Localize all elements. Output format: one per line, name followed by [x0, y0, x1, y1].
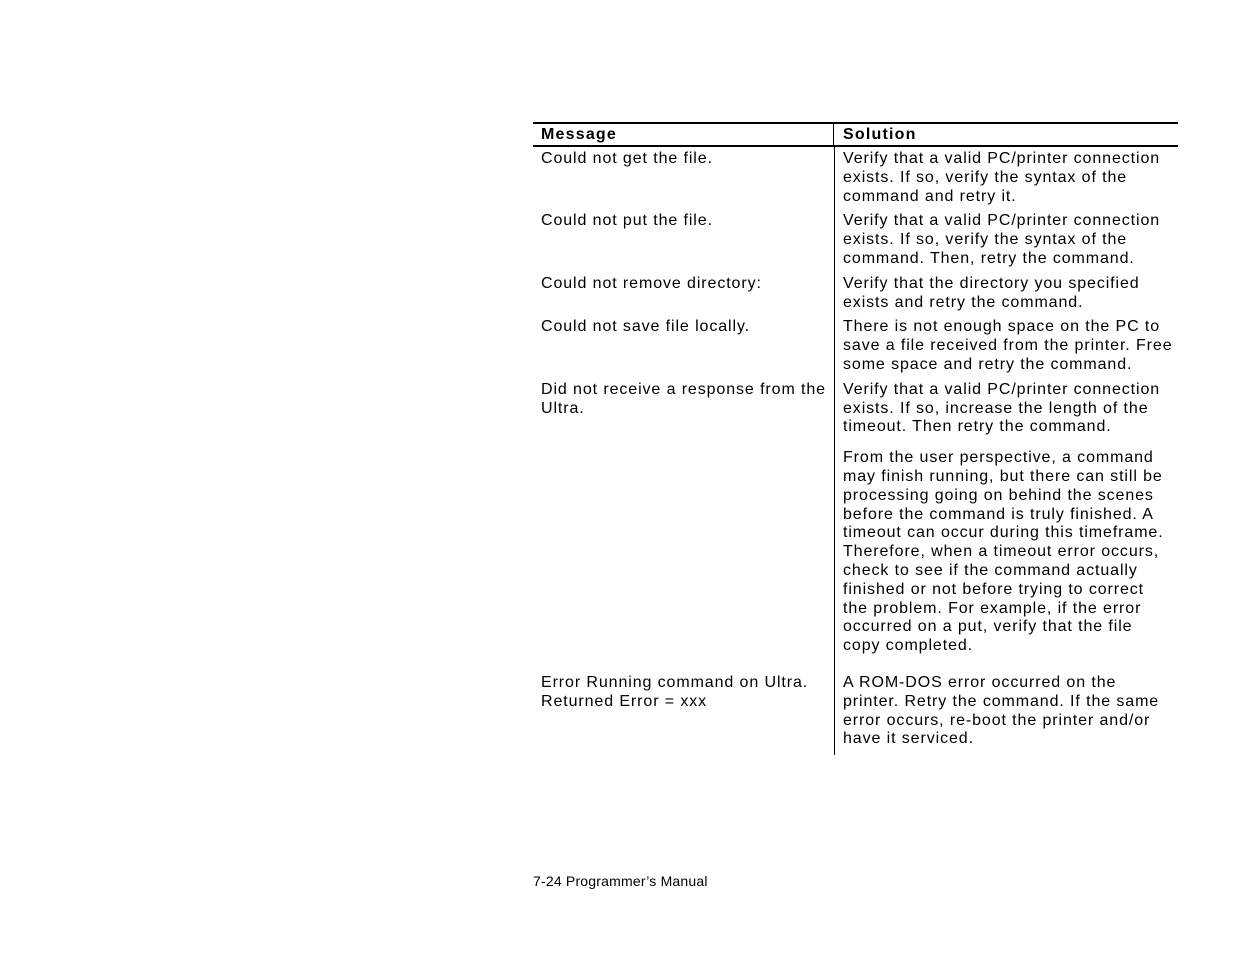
table-row	[533, 275, 1178, 319]
solution-cell: Verify that a valid PC/printer connection exists. If so, verify the syntax of the command. Then, retry the command.	[843, 212, 1161, 267]
header-message: Message	[533, 124, 834, 145]
solution-cell: There is not enough space on the PC to save a file received from the printer. Free some space and retry the command.	[843, 318, 1173, 373]
page-footer: 7-24 Programmer’s Manual	[533, 873, 708, 889]
solution-cell: A ROM-DOS error occurred on the printer. Retry the command. If the same error occurs, re-boot the printer and/or have it serviced.	[843, 673, 1160, 748]
table-body	[533, 147, 1178, 755]
solution-cell: Verify that a valid PC/printer connection exists. If so, increase the length of the timeout. Then retry the command.	[843, 380, 1161, 436]
message-cell: Did not receive a response from the Ultra.	[541, 380, 826, 417]
header-solution: Solution	[843, 125, 917, 143]
table-row	[533, 381, 1178, 662]
message-cell: Could not get the file.	[541, 150, 713, 167]
error-message-table	[533, 122, 1178, 755]
message-cell: Could not save file locally.	[541, 318, 750, 336]
message-cell: Error Running command on Ultra. Returned Error = xxx	[541, 673, 809, 710]
message-cell: Could not put the file.	[541, 212, 713, 230]
solution-cell: Verify that the directory you specified exists and retry the command.	[843, 274, 1140, 311]
table-row	[533, 212, 1178, 274]
table-row	[533, 147, 1178, 212]
table-row	[533, 318, 1178, 380]
solution-cell-note: From the user perspective, a command may finish running, but there can still be processing going on behind the scenes before the command is truly finished. A timeout can occur during this timeframe. Therefore, when a timeout error occurs, check to see if the command actually finished or not before trying to correct the problem. For example, if the error occurred on a put, verify that the file copy completed.	[843, 449, 1164, 655]
solution-cell: Verify that a valid PC/printer connection exists. If so, verify the syntax of the command and retry it.	[843, 150, 1161, 205]
table-header-row	[533, 122, 1178, 147]
message-cell: Could not remove directory:	[541, 274, 762, 292]
table-row	[533, 662, 1178, 755]
